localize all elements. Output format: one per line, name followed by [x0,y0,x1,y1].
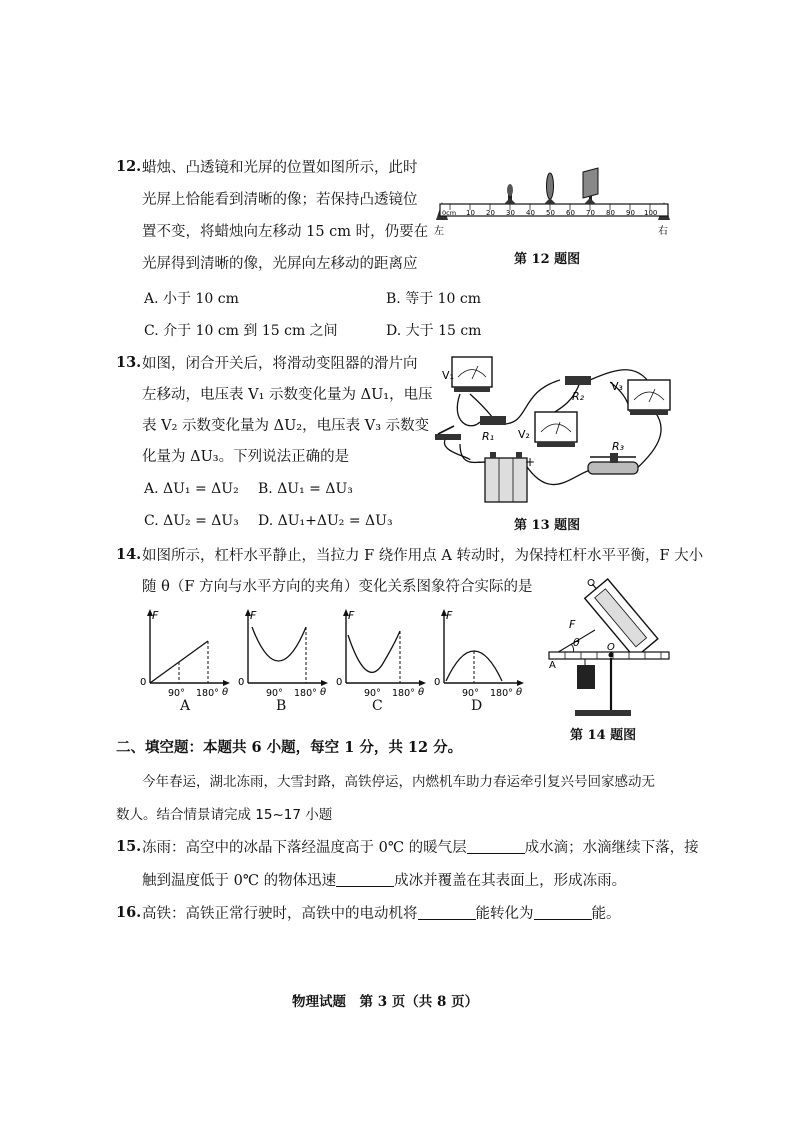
svg-text:0: 0 [434,677,441,688]
q16-blank-1[interactable] [418,905,476,920]
svg-text:O: O [607,642,615,653]
section-2-intro-line-1: 今年春运，湖北冻雨，大雪封路，高铁停运，内燃机车助力春运牵引复兴号回家感动无 [142,774,655,790]
resistor-r1-icon [480,416,506,425]
ruler-unit-label: 0cm [442,209,457,217]
ruler-tick-100: 100 [644,209,658,217]
q12-line-1: 蜡烛、凸透镜和光屏的位置如图所示，此时 [142,160,418,176]
svg-text:180°: 180° [490,688,513,699]
q15-line-2-a: 触到温度低于 0℃ 的物体迅速 [142,873,337,889]
q16-blank-2[interactable] [534,905,592,920]
svg-text:90°: 90° [364,688,381,699]
q13-option-b: B. ΔU₁ = ΔU₃ [258,481,353,497]
q15-blank-2[interactable] [336,872,394,887]
q14-graph-b-letter: B [276,698,287,714]
q13-line-2: 左移动，电压表 V₁ 示数变化量为 ΔU₁，电压 [142,387,433,403]
label-v1: V₁ [442,369,454,382]
svg-text:θ: θ [418,687,425,698]
q12-line-3: 置不变，将蜡烛向左移动 15 cm 时，仍要在 [142,224,429,240]
svg-text:F: F [569,618,576,631]
q12-line-4: 光屏得到清晰的像，光屏向左移动的距离应 [142,256,418,272]
q16-line [142,904,621,924]
label-r1: R₁ [482,430,495,443]
q14-line-2: 随 θ（F 方向与水平方向的夹角）变化关系图象符合实际的是 [142,579,533,595]
q15-number: 15. [116,838,142,855]
candle-flame-icon [507,184,513,196]
q14-figure-lever [535,572,685,722]
q13-option-c: C. ΔU₂ = ΔU₃ [144,513,239,529]
q16-part-b: 能转化为 [475,906,534,922]
page-footer: 物理试题 第 3 页（共 8 页） [292,994,479,1010]
q13-figure-circuit [430,352,680,512]
q12-option-b: B. 等于 10 cm [386,291,482,307]
ruler-tick-10: 10 [466,209,475,217]
section-2-title: 二、填空题：本题共 6 小题，每空 1 分，共 12 分。 [116,739,463,756]
resistor-r2-icon [565,376,591,385]
voltmeter-v3-icon [628,380,670,415]
svg-text:F: F [446,609,453,622]
q12-option-c: C. 介于 10 cm 到 15 cm 之间 [144,323,338,339]
svg-text:F: F [348,609,355,622]
svg-text:F: F [152,609,159,622]
q13-line-1: 如图，闭合开关后，将滑动变阻器的滑片向 [142,356,418,372]
svg-text:180°: 180° [196,688,219,699]
convex-lens-icon [547,173,554,199]
q14-graph-a [138,605,234,705]
q13-option-a: A. ΔU₁ = ΔU₂ [144,481,239,497]
q12-line-2: 光屏上恰能看到清晰的像；若保持凸透镜位 [142,192,418,208]
q15-line-2 [142,871,626,891]
ruler-right-label: 右 [658,226,668,237]
q14-line-1: 如图所示，杠杆水平静止，当拉力 F 绕作用点 A 转动时，为保持杠杆水平平衡，F 大小 [142,548,704,564]
svg-text:θ: θ [222,687,229,698]
q15-line-1 [142,838,699,858]
svg-text:θ: θ [516,687,523,698]
q12-caption: 第 12 题图 [514,252,581,267]
svg-text:A: A [549,660,556,671]
svg-text:θ: θ [320,687,327,698]
svg-text:F: F [250,609,257,622]
q14-caption: 第 14 题图 [570,728,637,743]
voltmeter-v2-icon [535,412,577,447]
label-v3: V₃ [611,380,623,393]
q14-graph-d [432,605,528,705]
svg-text:90°: 90° [266,688,283,699]
ruler-tick-70: 70 [586,209,595,217]
label-battery-plus: + [525,455,536,469]
svg-text:0: 0 [140,677,147,688]
q13-line-4: 化量为 ΔU₃。下列说法正确的是 [142,449,350,465]
spring-scale-icon [578,572,658,658]
svg-text:90°: 90° [168,688,185,699]
ruler-tick-30: 30 [506,209,515,217]
label-battery-minus: − [476,455,487,469]
label-r2: R₂ [572,390,585,403]
light-screen-icon [583,168,598,198]
svg-text:180°: 180° [392,688,415,699]
q15-line-1-b: 成水滴；水滴继续下落，接 [524,840,699,856]
ruler-tick-50: 50 [546,209,555,217]
label-r3: R₃ [612,440,625,453]
rheostat-r3-icon [588,453,638,474]
q13-line-3: 表 V₂ 示数变化量为 ΔU₂，电压表 V₃ 示数变 [142,418,430,434]
svg-text:0: 0 [336,677,343,688]
q13-number: 13. [116,354,142,371]
voltmeter-v1-icon [452,357,492,392]
q16-part-a: 高铁：高铁正常行驶时，高铁中的电动机将 [142,906,418,922]
q14-graph-a-letter: A [180,698,191,714]
q12-figure-optical-bench [428,160,678,245]
switch-icon [435,426,461,440]
q14-graph-c [334,605,430,705]
label-v2: V₂ [518,428,530,441]
q13-caption: 第 13 题图 [514,518,581,533]
ruler-tick-60: 60 [566,209,575,217]
ruler-tick-90: 90 [626,209,635,217]
q12-option-a: A. 小于 10 cm [144,291,239,307]
q12-option-d: D. 大于 15 cm [386,323,482,339]
svg-text:90°: 90° [462,688,479,699]
q16-number: 16. [116,904,142,921]
q15-line-2-b: 成冰并覆盖在其表面上，形成冻雨。 [394,873,627,889]
q16-part-c: 能。 [591,906,621,922]
q14-graph-d-letter: D [471,698,483,714]
q15-line-1-a: 冻雨：高空中的冰晶下落经温度高于 0℃ 的暖气层 [142,840,467,856]
battery-icon [485,452,527,502]
svg-text:0: 0 [238,677,245,688]
q14-number: 14. [116,546,142,563]
ruler-left-label: 左 [434,226,444,237]
q13-option-d: D. ΔU₁+ΔU₂ = ΔU₃ [258,513,393,529]
svg-text:θ: θ [573,636,580,649]
section-2-intro-line-2: 数人。结合情景请完成 15~17 小题 [116,807,333,823]
ruler-tick-20: 20 [486,209,495,217]
ruler-tick-80: 80 [606,209,615,217]
q15-blank-1[interactable] [467,839,525,854]
q14-graph-c-letter: C [372,698,383,714]
q14-graph-b [236,605,332,705]
svg-text:180°: 180° [294,688,317,699]
ruler-tick-40: 40 [526,209,535,217]
q12-number: 12. [116,158,142,175]
